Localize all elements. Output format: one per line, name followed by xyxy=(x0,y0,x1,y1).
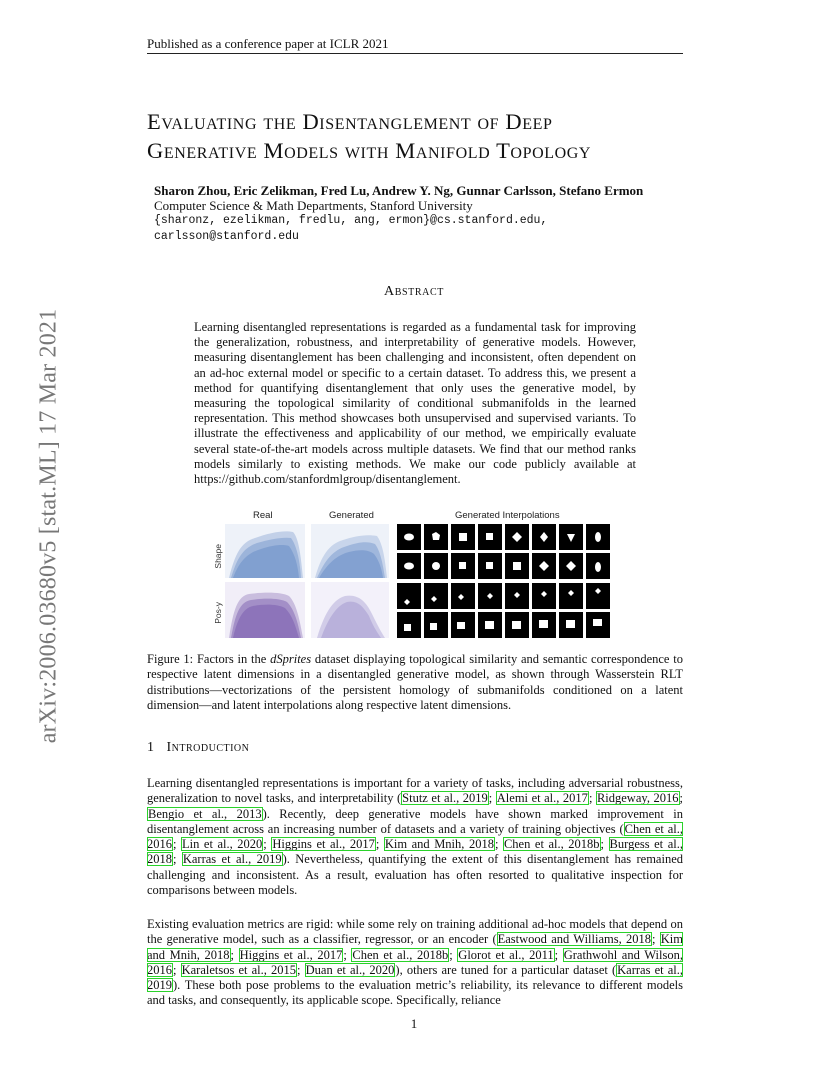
citation-link[interactable]: Ridgeway, 2016 xyxy=(596,791,679,806)
abstract-text: Learning disentangled representations is regarded as a fundamental task for improving the generalization, robustness, and interpretability of generative models. However, measuring disentanglement has been challenging and inconsistent, often dependent on an ad-hoc external model or specific to a certain dataset. To address this, we present a method for quantifying disentanglement that only uses the generative model, by measuring the topological similarity of conditional submanifolds in the learned representation. This method showcases both unsupervised and supervised variants. To illustrate the effectiveness and applicability of our method, we empirically evaluate several state-of-the-art models across multiple datasets. We find that our method ranks models similarly to existing methods. We make our code publicly available at https://github.com/stanfordmlgroup/disentanglement. xyxy=(194,320,636,487)
text: ). Nevertheless, quantifying the extent of this disentanglement has remained challenging and inconsistent. As a result, evaluation has often resorted to qualitative inspection for comparisons between models. xyxy=(147,852,683,898)
text: ; xyxy=(230,947,239,962)
paper-title xyxy=(147,107,707,165)
email-line-1: {sharonz, ezelikman, fredlu, ang, ermon}@cs.stanford.edu, xyxy=(154,214,548,227)
citation-link[interactable]: Chen et al., 2018b xyxy=(503,837,600,852)
intro-paragraph-2 xyxy=(147,917,683,1009)
text: Learning disentangled representations is important for a variety of tasks, including adversarial robustness, generalization to novel tasks, and interpretability ( xyxy=(147,776,683,806)
citation-link[interactable]: Duan et al., 2020 xyxy=(305,962,395,977)
fig-col-real: Real xyxy=(253,510,273,521)
citation-link[interactable]: Chen et al., 2016 xyxy=(147,821,683,852)
citation-link[interactable]: Burgess et al., 2018 xyxy=(147,837,683,867)
text: ; xyxy=(588,791,596,806)
caption-pre: Figure 1: Factors in the xyxy=(147,652,271,666)
citation-link[interactable]: Chen et al., 2018b xyxy=(352,947,449,962)
citation-link[interactable]: Kim and Mnih, 2018 xyxy=(384,837,494,852)
text: ; xyxy=(488,791,496,806)
text: ; xyxy=(652,932,660,947)
title-line-2: Generative Models with Manifold Topology xyxy=(147,138,592,163)
authors: Sharon Zhou, Eric Zelikman, Fred Lu, Andrew Y. Ng, Gunnar Carlsson, Stefano Ermon xyxy=(154,183,644,198)
citation-link[interactable]: Karaletsos et al., 2015 xyxy=(181,962,297,977)
generated-shape-distribution xyxy=(311,524,389,578)
text: ; xyxy=(494,837,503,852)
citation-link[interactable]: Grathwohl and Wilson, 2016 xyxy=(147,947,683,977)
citation-link[interactable]: Eastwood and Williams, 2018 xyxy=(497,932,651,947)
text: ; xyxy=(554,947,563,962)
intro-paragraph-1 xyxy=(147,776,683,898)
text: ; xyxy=(375,837,384,852)
header-rule xyxy=(147,53,683,54)
text: ; xyxy=(343,947,352,962)
real-shape-distribution xyxy=(225,524,305,578)
text: ; xyxy=(679,791,683,806)
fig-row-shape: Shape xyxy=(213,544,223,569)
citation-link[interactable]: Karras et al., 2019 xyxy=(182,852,282,867)
running-header: Published as a conference paper at ICLR 2021 xyxy=(147,36,389,51)
section-heading xyxy=(147,740,249,756)
citation-link[interactable]: Kim and Mnih, 2018 xyxy=(147,932,683,962)
generated-interpolations-grid xyxy=(397,524,613,638)
citation-link[interactable]: Bengio et al., 2013 xyxy=(148,806,262,821)
citation-link[interactable]: Karras et al., 2019 xyxy=(147,962,684,993)
text: Existing evaluation metrics are rigid: while some rely on training additional ad-hoc models that depend on the generative model, such as a classifier, regressor, or an encoder ( xyxy=(147,917,683,947)
caption-post: dataset displaying topological similarity and semantic correspondence to respective latent dimensions in a disentangled generative model, as shown through Wasserstein RLT distributions—vectorizations of the persistent homology of submanifolds conditioned on a latent dimension—and latent interpolations along respective latent dimensions. xyxy=(147,652,683,713)
arxiv-stamp-text: arXiv:2006.03680v5 [stat.ML] 17 Mar 2021 xyxy=(35,308,62,744)
figure-1 xyxy=(213,508,613,638)
text: ). These both pose problems to the evaluation metric’s reliability, its relevance to different models and tasks, and consequently, its applicable scope. Specifically, reliance xyxy=(147,978,683,1008)
affiliation: Computer Science & Math Departments, Stanford University xyxy=(154,198,473,213)
page-number: 1 xyxy=(410,1016,418,1031)
title-line-1: Evaluating the Disentanglement of Deep xyxy=(147,109,553,134)
fig-col-generated: Generated xyxy=(329,510,374,521)
figure-1-caption xyxy=(147,652,683,714)
text: ), others are tuned for a particular dataset ( xyxy=(395,962,617,977)
generated-posy-distribution xyxy=(311,582,389,638)
caption-dataset: dSprites xyxy=(270,652,312,666)
text: ; xyxy=(173,837,182,852)
citation-link[interactable]: Glorot et al., 2011 xyxy=(458,947,554,962)
citation-link[interactable]: Higgins et al., 2017 xyxy=(272,837,375,852)
text: ; xyxy=(449,947,458,962)
citation-link[interactable]: Stutz et al., 2019 xyxy=(402,791,488,806)
abstract-heading: Abstract xyxy=(384,284,444,299)
text: ). Recently, deep generative models have shown marked improvement in disentanglement across an increasing number of datasets and a variety of training objectives ( xyxy=(147,806,683,836)
text: ; xyxy=(297,962,305,977)
text: ; xyxy=(600,837,609,852)
section-number: 1 xyxy=(147,740,155,755)
citation-link[interactable]: Lin et al., 2020 xyxy=(182,837,263,852)
citation-link[interactable]: Alemi et al., 2017 xyxy=(496,791,588,806)
section-title: Introduction xyxy=(166,740,250,755)
text: ; xyxy=(173,962,181,977)
text: ; xyxy=(173,852,182,867)
fig-row-posy: Pos-y xyxy=(213,602,223,624)
real-posy-distribution xyxy=(225,582,305,638)
email-line-2: carlsson@stanford.edu xyxy=(154,230,299,243)
fig-col-interpolations: Generated Interpolations xyxy=(455,510,560,521)
citation-link[interactable]: Higgins et al., 2017 xyxy=(239,947,343,962)
arxiv-stamp xyxy=(36,278,62,774)
text: ; xyxy=(263,837,272,852)
